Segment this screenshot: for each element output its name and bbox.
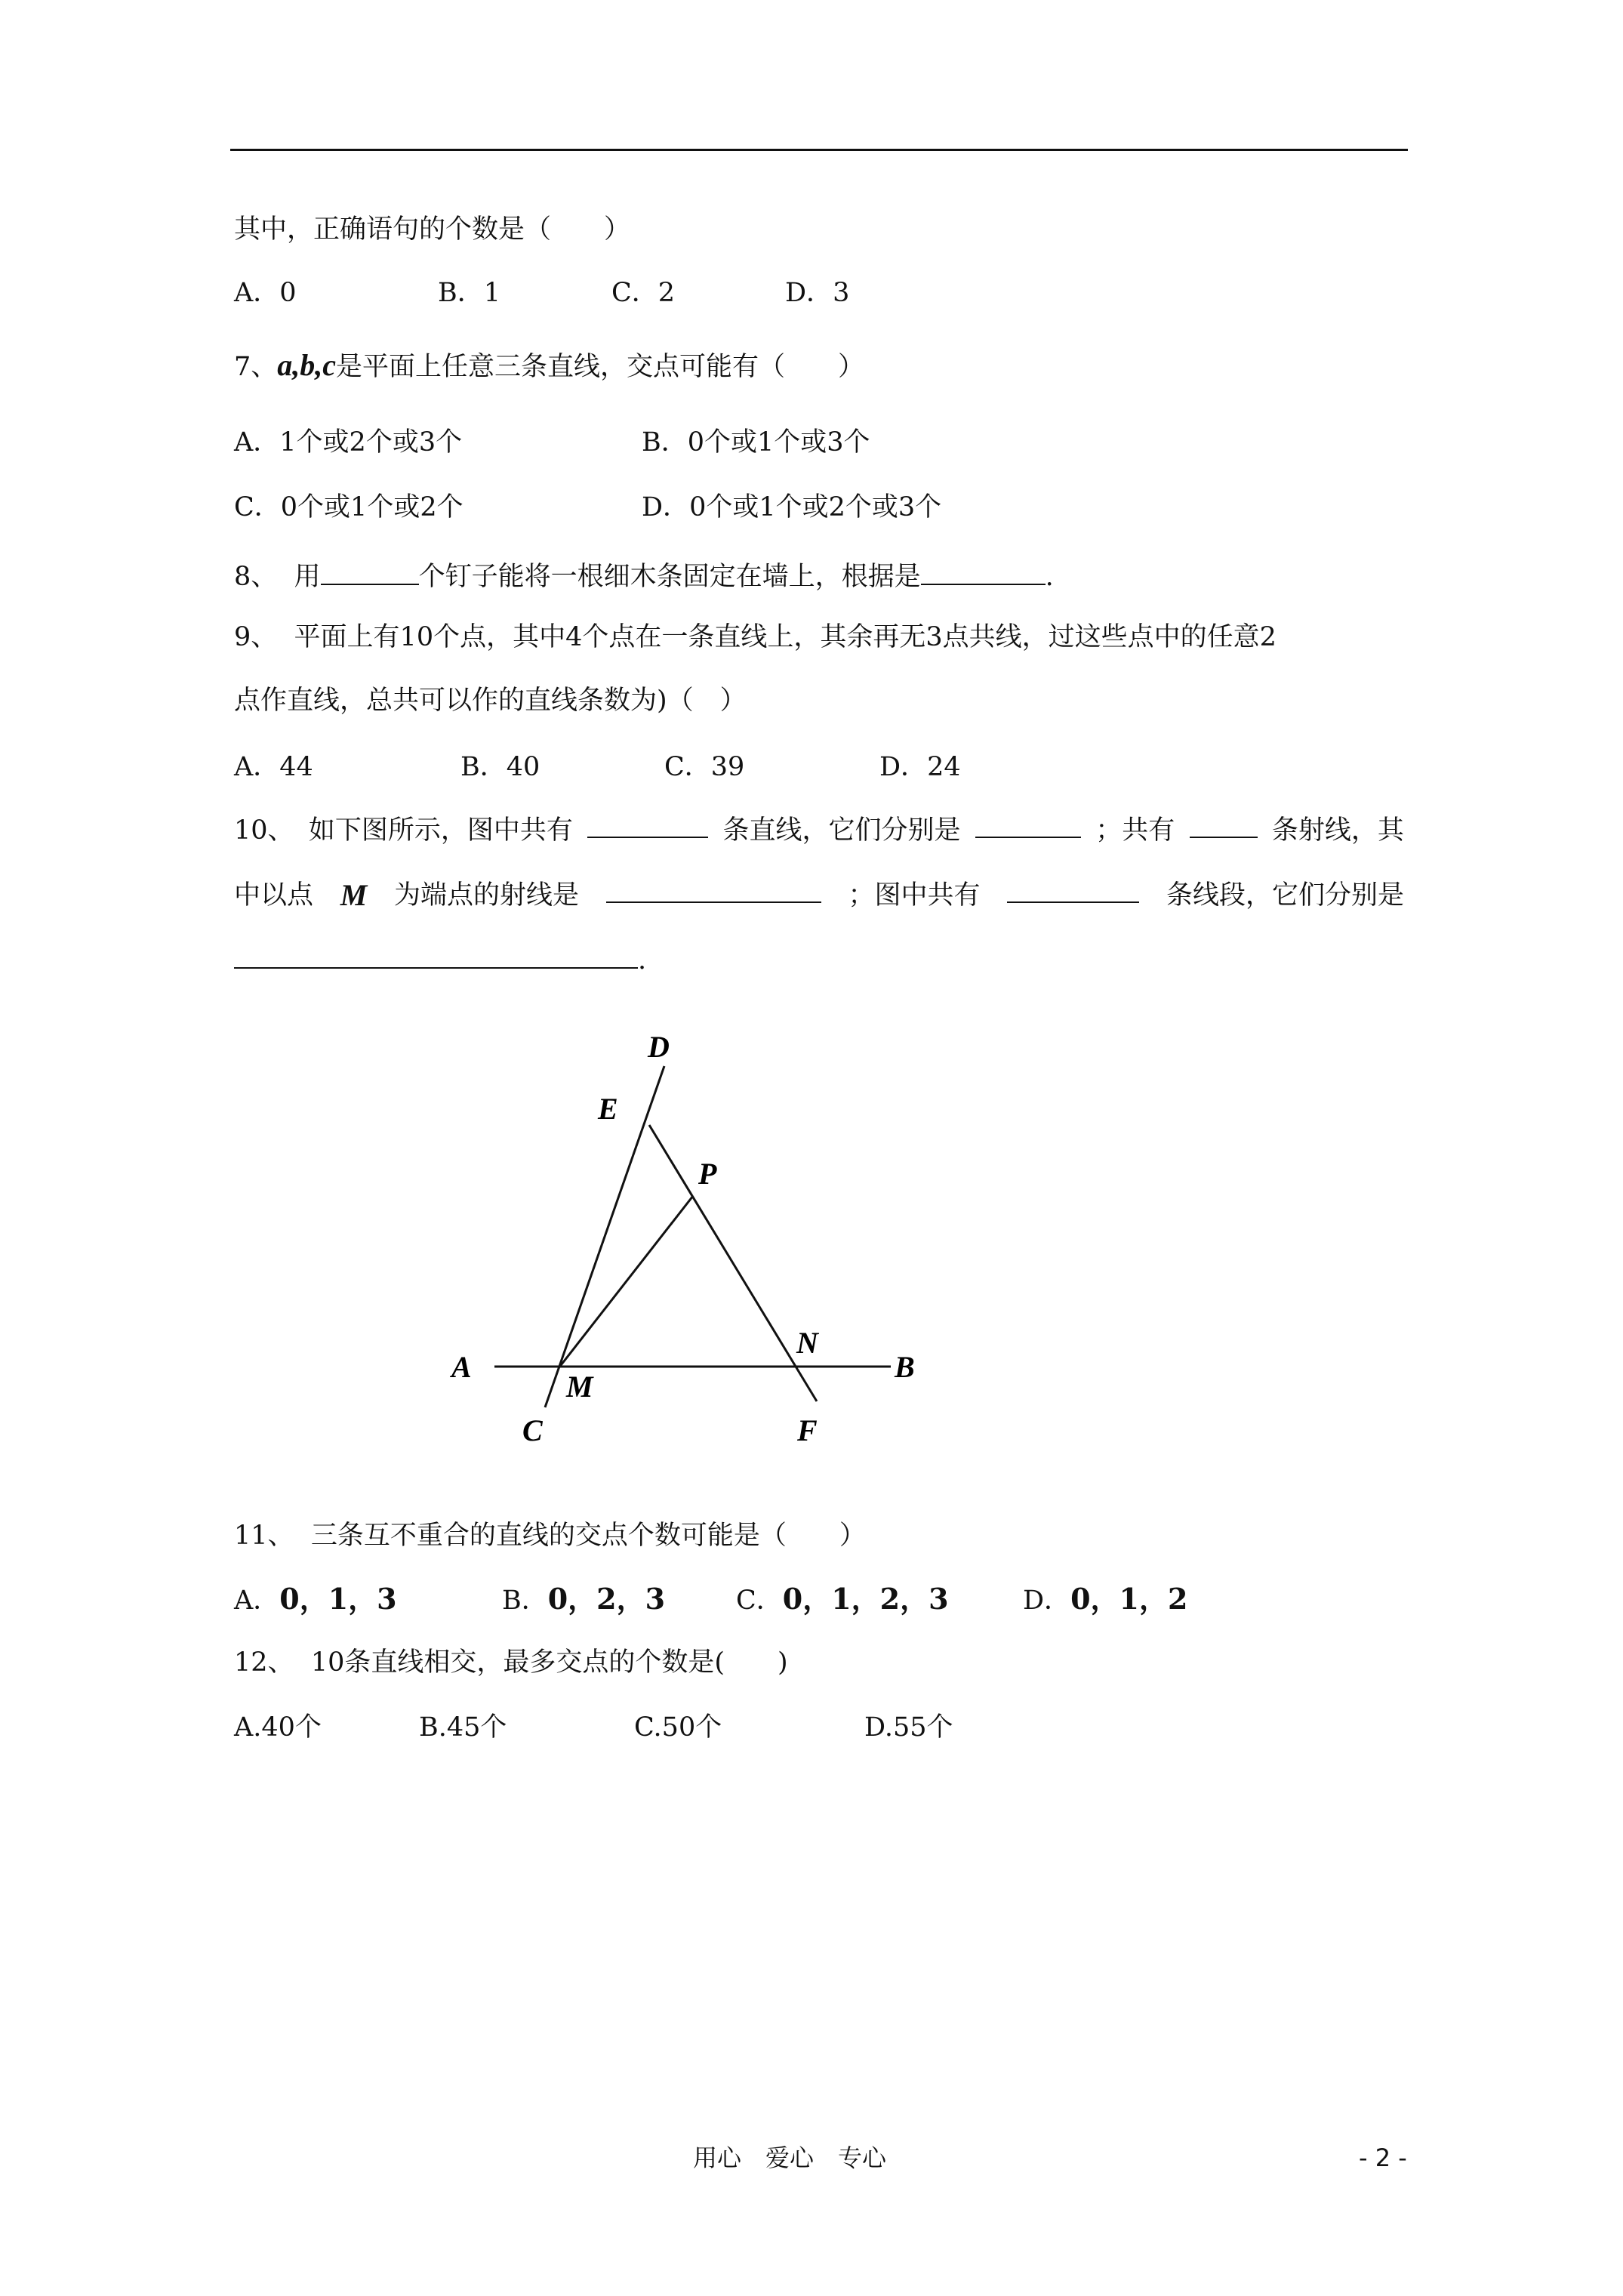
- label-a: A: [451, 1350, 472, 1384]
- q7-option-c: C．0个或1个或2个: [234, 492, 463, 522]
- q11-option-b: B．0，2，3: [502, 1582, 666, 1616]
- q9-option-c: C．39: [664, 752, 745, 782]
- q7-option-d: D．0个或1个或2个或3个: [642, 492, 942, 522]
- q7-stem: 7、a,b,c是平面上任意三条直线，交点可能有（ ）: [234, 348, 865, 382]
- label-f: F: [797, 1413, 818, 1447]
- q6-option-b: B．1: [438, 278, 501, 308]
- q10-line-3: .: [234, 944, 646, 977]
- q10-line-2: 中以点 M 为端点的射线是 ；图中共有 条线段，它们分别是: [234, 878, 1404, 912]
- q6-option-d: D．3: [785, 278, 850, 308]
- q8-stem: 8、 用 个钉子能将一根细木条固定在墙上，根据是 .: [234, 562, 1054, 592]
- label-p: P: [698, 1157, 717, 1191]
- q12-option-a: A.40个: [234, 1712, 322, 1743]
- q6-option-c: C．2: [611, 278, 676, 308]
- q11-option-a: A．0，1，3: [234, 1582, 397, 1616]
- page-number: - 2 -: [1359, 2143, 1407, 2172]
- label-d: D: [648, 1030, 670, 1064]
- footer-motto: 用心 爱心 专心: [693, 2143, 887, 2172]
- q7-option-b: B．0个或1个或3个: [642, 427, 870, 458]
- q7-option-a: A．1个或2个或3个: [234, 427, 463, 458]
- q12-option-d: D.55个: [864, 1712, 953, 1743]
- label-m: M: [566, 1370, 593, 1404]
- q9-line-1: 9、 平面上有10个点，其中4个点在一条直线上，其余再无3点共线，过这些点中的任意2: [234, 622, 1277, 652]
- q12-option-c: C.50个: [634, 1712, 722, 1743]
- q10-line-1: 10、 如下图所示，图中共有 条直线，它们分别是 ；共有 条射线，其: [234, 815, 1404, 846]
- q9-option-a: A．44: [234, 752, 313, 782]
- label-b: B: [895, 1350, 915, 1384]
- line-ef: [649, 1125, 817, 1401]
- q11-option-c: C．0，1，2，3: [736, 1582, 949, 1616]
- q6-stem: 其中，正确语句的个数是（ ）: [234, 214, 631, 245]
- label-n: N: [796, 1326, 818, 1360]
- q6-option-a: A．0: [234, 278, 297, 308]
- q12-stem: 12、 10条直线相交，最多交点的个数是( ): [234, 1647, 788, 1678]
- q12-option-b: B.45个: [419, 1712, 507, 1743]
- label-c: C: [522, 1413, 543, 1447]
- q11-stem: 11、 三条互不重合的直线的交点个数可能是（ ）: [234, 1521, 866, 1551]
- line-mp: [559, 1196, 693, 1368]
- q9-line-2: 点作直线，总共可以作的直线条数为)（ ）: [234, 686, 747, 716]
- q9-option-d: D．24: [879, 752, 961, 782]
- label-e: E: [598, 1092, 618, 1126]
- q11-option-d: D．0，1，2: [1023, 1582, 1188, 1616]
- q9-option-b: B．40: [460, 752, 540, 782]
